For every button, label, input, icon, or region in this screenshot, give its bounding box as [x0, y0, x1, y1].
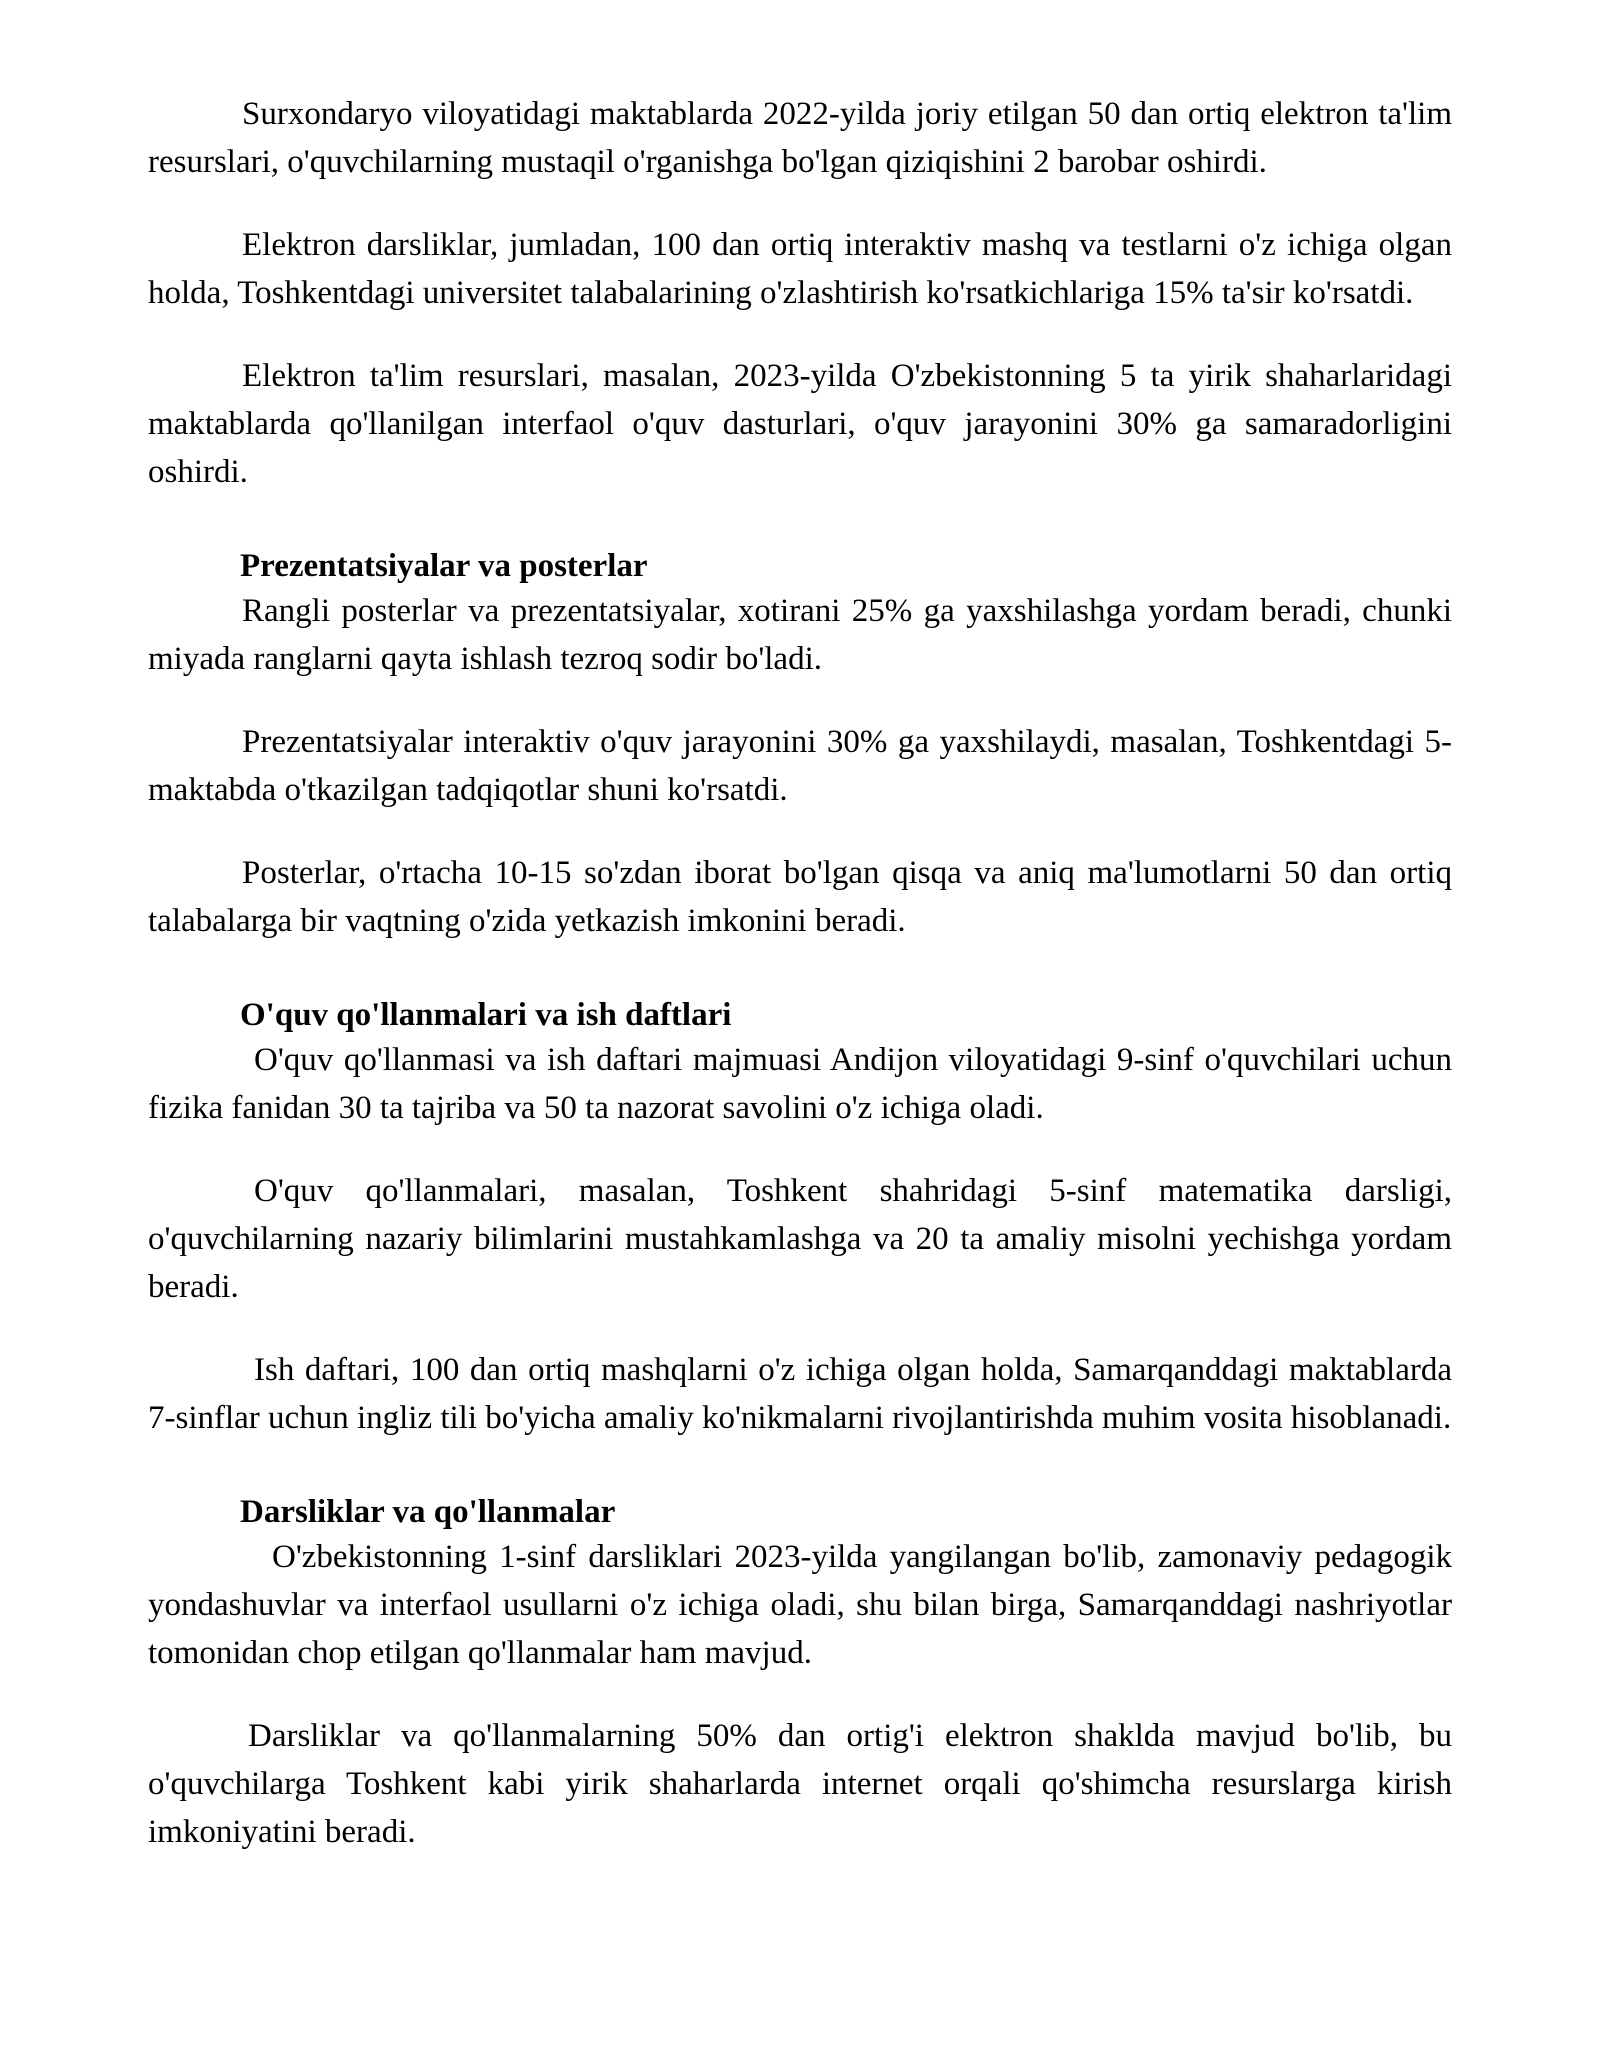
paragraph: Rangli posterlar va prezentatsiyalar, xotirani 25% ga yaxshilashga yordam beradi, chunki miyada ranglarni qayta ishlash tezroq sodir bo'ladi.	[148, 593, 1452, 677]
paragraph: Elektron ta'lim resurslari, masalan, 2023-yilda O'zbekistonning 5 ta yirik shaharlaridagi maktablarda qo'llanilgan interfaol o'quv dasturlari, o'quv jarayonini 30% ga samaradorligini oshirdi.	[148, 358, 1452, 490]
paragraph: Ish daftari, 100 dan ortiq mashqlarni o'z ichiga olgan holda, Samarqanddagi maktablarda 7-sinflar uchun ingliz tili bo'yicha amaliy ko'nikmalarni rivojlantirishda muhim vosita hisoblanadi.	[148, 1352, 1452, 1436]
paragraph: O'quv qo'llanmasi va ish daftari majmuasi Andijon viloyatidagi 9-sinf o'quvchilari uchun fizika fanidan 30 ta tajriba va 50 ta nazorat savolini o'z ichiga oladi.	[148, 1042, 1452, 1126]
paragraph: Posterlar, o'rtacha 10-15 so'zdan iborat bo'lgan qisqa va aniq ma'lumotlarni 50 dan ortiq talabalarga bir vaqtning o'zida yetkazish imkonini beradi.	[148, 855, 1452, 939]
section-heading: Darsliklar va qo'llanmalar	[240, 1494, 616, 1530]
paragraph: O'zbekistonning 1-sinf darsliklari 2023-yilda yangilangan bo'lib, zamonaviy pedagogik yondashuvlar va interfaol usullarni o'z ichiga oladi, shu bilan birga, Samarqanddagi nashriyotlar tomonidan chop etilgan qo'llanmalar ham mavjud.	[148, 1539, 1452, 1671]
paragraph: Elektron darsliklar, jumladan, 100 dan ortiq interaktiv mashq va testlarni o'z ichiga olgan holda, Toshkentdagi universitet talabalarining o'zlashtirish ko'rsatkichlariga 15% ta'sir ko'rsatdi.	[148, 227, 1452, 311]
document-page	[148, 90, 1452, 1891]
section-heading: Prezentatsiyalar va posterlar	[240, 548, 648, 584]
section-heading: O'quv qo'llanmalari va ish daftlari	[240, 997, 732, 1033]
paragraph: O'quv qo'llanmalari, masalan, Toshkent shahridagi 5-sinf matematika darsligi, o'quvchilarning nazariy bilimlarini mustahkamlashga va 20 ta amaliy misolni yechishga yordam beradi.	[148, 1173, 1452, 1305]
paragraph: Darsliklar va qo'llanmalarning 50% dan ortig'i elektron shaklda mavjud bo'lib, bu o'quvchilarga Toshkent kabi yirik shaharlarda internet orqali qo'shimcha resurslarga kirish imkoniyatini beradi.	[148, 1718, 1452, 1850]
paragraph: Surxondaryo viloyatidagi maktablarda 2022-yilda joriy etilgan 50 dan ortiq elektron ta'lim resurslari, o'quvchilarning mustaqil o'rganishga bo'lgan qiziqishini 2 barobar oshirdi.	[148, 96, 1452, 180]
paragraph: Prezentatsiyalar interaktiv o'quv jarayonini 30% ga yaxshilaydi, masalan, Toshkentdagi 5-maktabda o'tkazilgan tadqiqotlar shuni ko'rsatdi.	[148, 724, 1452, 808]
